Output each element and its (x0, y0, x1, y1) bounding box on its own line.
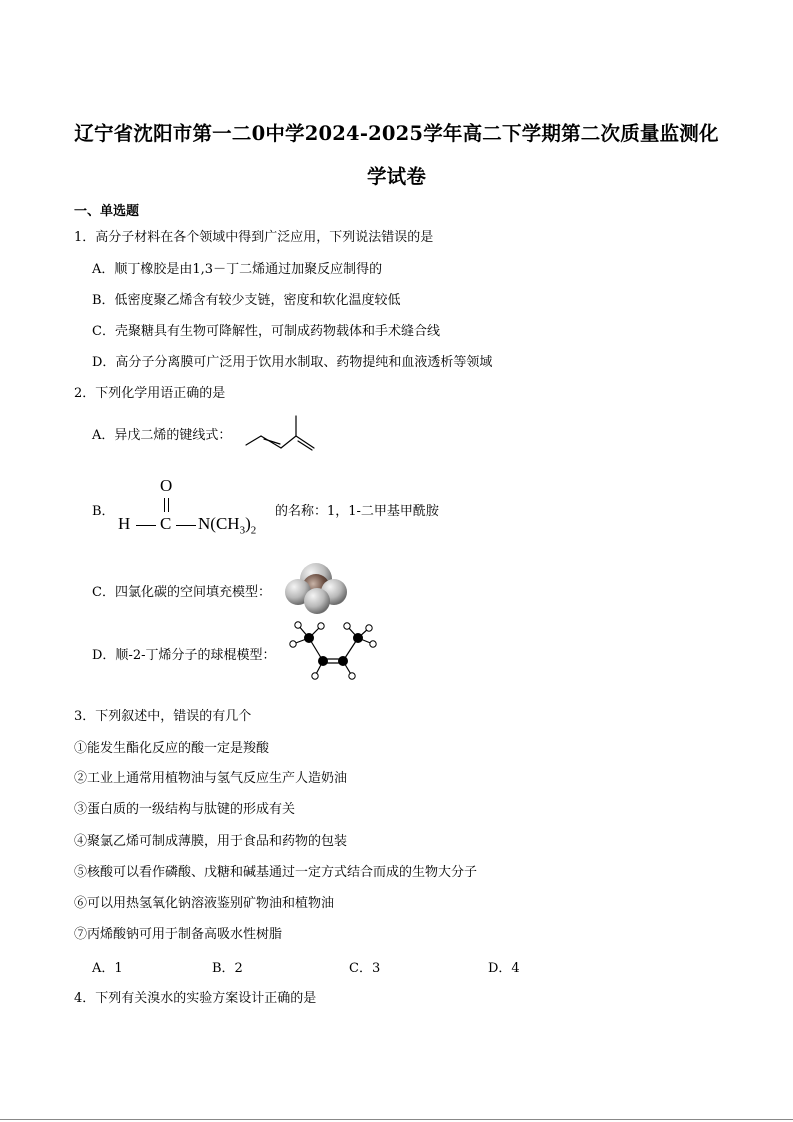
q2-option-a: A．异戊二烯的键线式： (92, 428, 232, 443)
q3-item-7: ⑦丙烯酸钠可用于制备高吸水性树脂 (74, 927, 283, 942)
formula-carbon: C (160, 514, 172, 533)
q3-item-2: ②工业上通常用植物油与氢气反应生产人造奶油 (74, 771, 348, 786)
ccl4-space-filling-model (283, 560, 349, 616)
bond-c-n (176, 525, 196, 526)
q3-stem: 3．下列叙述中，错误的有几个 (74, 709, 252, 724)
q1-option-b: B．低密度聚乙烯含有较少支链，密度和软化温度较低 (92, 293, 401, 308)
formula-oxygen: O (160, 476, 173, 495)
exam-title-line2: 学试卷 (366, 165, 427, 188)
q3-option-a: A．1 (92, 961, 123, 976)
dmf-structural-formula (118, 476, 278, 540)
q3-option-b: B．2 (212, 961, 243, 976)
q1-option-d: D．高分子分离膜可广泛用于饮用水制取、药物提纯和血液透析等领域 (92, 355, 493, 370)
q3-item-3: ③蛋白质的一级结构与肽键的形成有关 (74, 802, 296, 817)
q3-item-4: ④聚氯乙烯可制成薄膜，用于食品和药物的包装 (74, 834, 348, 849)
q1-option-c: C．壳聚糖具有生物可降解性，可制成药物载体和手术缝合线 (92, 324, 440, 339)
q4-stem: 4．下列有关溴水的实验方案设计正确的是 (74, 991, 317, 1006)
q3-item-6: ⑥可以用热氢氧化钠溶液鉴别矿物油和植物油 (74, 896, 335, 911)
q2-option-d: D．顺-2-丁烯分子的球棍模型： (92, 648, 276, 663)
q1-stem: 1．高分子材料在各个领域中得到广泛应用，下列说法错误的是 (74, 230, 434, 245)
q3-option-c: C．3 (349, 961, 381, 976)
q2-option-c: C．四氯化碳的空间填充模型： (92, 585, 271, 600)
q3-option-d: D．4 (488, 961, 520, 976)
q3-item-1: ①能发生酯化反应的酸一定是羧酸 (74, 741, 270, 756)
q2-option-b-label: B． (92, 504, 115, 519)
double-bond-right (168, 498, 169, 512)
double-bond-left (164, 498, 165, 512)
formula-hydrogen: H (118, 514, 131, 533)
exam-title-line1: 辽宁省沈阳市第一二0中学2024-2025学年高二下学期第二次质量监测化 (74, 122, 719, 145)
section-heading: 一、单选题 (74, 204, 140, 219)
cis-2-butene-ball-stick-model (285, 618, 381, 684)
q2-option-b-text: 的名称：1，1-二甲基甲酰胺 (275, 504, 439, 519)
q2-stem: 2．下列化学用语正确的是 (74, 386, 226, 401)
page-bottom-rule (0, 1119, 793, 1120)
isoprene-skeletal-formula (243, 412, 318, 452)
q3-item-5: ⑤核酸可以看作磷酸、戊糖和碱基通过一定方式结合而成的生物大分子 (74, 865, 478, 880)
q1-option-a: A．顺丁橡胶是由1,3－丁二烯通过加聚反应制得的 (92, 262, 383, 277)
bond-h-c (136, 525, 156, 526)
formula-n-methyl: $N(CH_3)_2$ (198, 514, 257, 537)
